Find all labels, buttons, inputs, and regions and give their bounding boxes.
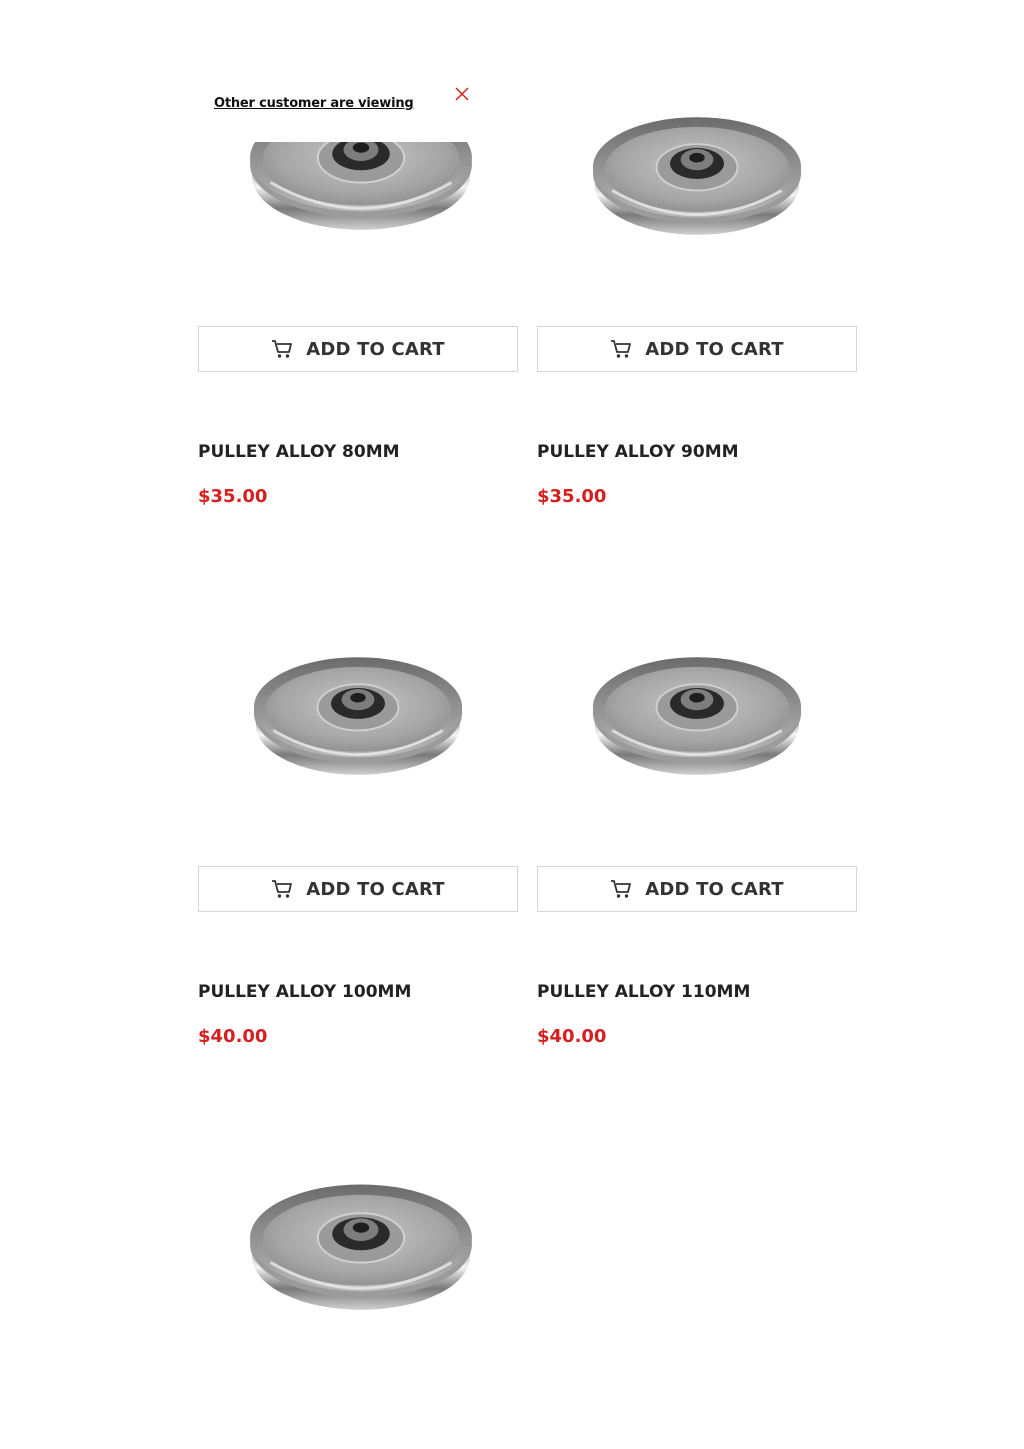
- product-price: $40.00: [198, 1026, 268, 1047]
- pulley-image: [252, 642, 464, 790]
- close-icon[interactable]: [454, 86, 470, 102]
- product-card: [537, 620, 857, 1047]
- cart-icon: [610, 339, 632, 359]
- pulley-image: [248, 1170, 474, 1350]
- add-to-cart-label: ADD TO CART: [306, 338, 445, 360]
- product-price: $35.00: [537, 486, 607, 507]
- product-card: [198, 1160, 518, 1370]
- pulley-image: [591, 642, 803, 790]
- add-to-cart-button[interactable]: [537, 326, 857, 372]
- product-name[interactable]: PULLEY ALLOY 90MM: [537, 442, 739, 462]
- add-to-cart-button[interactable]: [198, 866, 518, 912]
- product-name[interactable]: PULLEY ALLOY 110MM: [537, 982, 751, 1002]
- add-to-cart-label: ADD TO CART: [306, 878, 445, 900]
- product-image[interactable]: [198, 1160, 518, 1370]
- product-card: [198, 620, 518, 1047]
- product-price: $40.00: [537, 1026, 607, 1047]
- add-to-cart-label: ADD TO CART: [645, 878, 784, 900]
- add-to-cart-label: ADD TO CART: [645, 338, 784, 360]
- cart-icon: [271, 339, 293, 359]
- cart-icon: [271, 879, 293, 899]
- add-to-cart-button[interactable]: [198, 326, 518, 372]
- product-name[interactable]: PULLEY ALLOY 80MM: [198, 442, 400, 462]
- product-card: [537, 80, 857, 507]
- product-image[interactable]: [537, 80, 857, 290]
- viewing-notification-link[interactable]: Other customer are viewing: [214, 96, 414, 111]
- cart-icon: [610, 879, 632, 899]
- add-to-cart-button[interactable]: [537, 866, 857, 912]
- product-image[interactable]: [198, 620, 518, 830]
- pulley-image: [591, 102, 803, 250]
- product-image[interactable]: [537, 620, 857, 830]
- product-name[interactable]: PULLEY ALLOY 100MM: [198, 982, 412, 1002]
- product-price: $35.00: [198, 486, 268, 507]
- viewing-notification-popup: [196, 72, 482, 142]
